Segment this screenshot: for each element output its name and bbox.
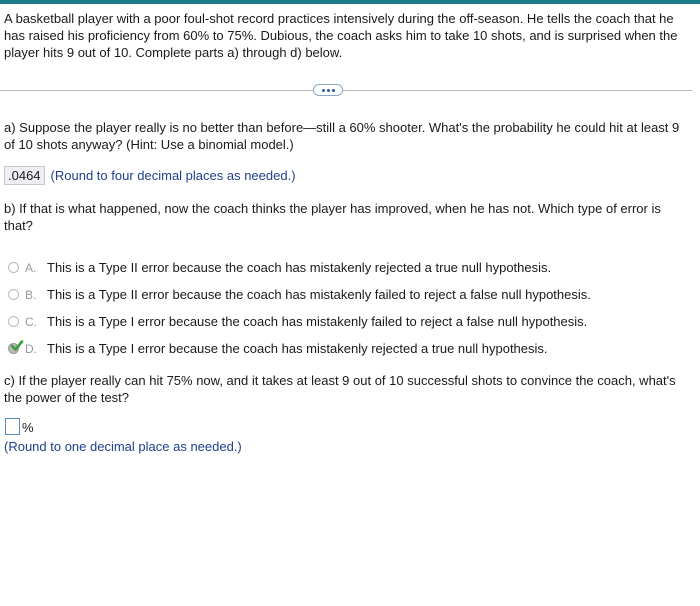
expand-more-button[interactable]	[313, 84, 343, 96]
part-c-question: c) If the player really can hit 75% now, and it takes at least 9 out of 10 successful shots to convince the coach, what's the power of the test?	[4, 373, 676, 405]
option-d[interactable]	[4, 335, 688, 362]
part-a-rounding-hint: (Round to four decimal places as needed.)	[50, 168, 296, 183]
part-a-answer-row	[4, 166, 296, 185]
option-letter: D.	[25, 341, 37, 356]
part-b-question: b) If that is what happened, now the coach thinks the player has improved, when he has not. Which type of error is that?	[4, 201, 661, 233]
top-accent-bar	[0, 0, 700, 4]
ellipsis-icon	[322, 89, 335, 92]
option-letter: B.	[25, 287, 37, 302]
radio-button-selected[interactable]	[8, 343, 19, 354]
part-a-question: a) Suppose the player really is no better than before—still a 60% shooter. What's the probability he could hit at least 9 of 10 shots anyway? (Hint: Use a binomial model.)	[4, 120, 680, 152]
option-a[interactable]	[4, 254, 688, 281]
option-letter: A.	[25, 260, 37, 275]
check-mark-icon	[10, 339, 24, 353]
option-text: This is a Type I error because the coach has mistakenly rejected a true null hypothesis.	[47, 341, 548, 356]
radio-button[interactable]	[8, 316, 19, 327]
radio-button[interactable]	[8, 289, 19, 300]
option-letter: C.	[25, 314, 37, 329]
option-b[interactable]	[4, 281, 688, 308]
percent-unit: %	[22, 420, 34, 435]
option-text: This is a Type I error because the coach has mistakenly failed to reject a false null hypothesis.	[47, 314, 588, 329]
option-text: This is a Type II error because the coach has mistakenly failed to reject a false null hypothesis.	[47, 287, 591, 302]
radio-button[interactable]	[8, 262, 19, 273]
section-divider	[0, 84, 700, 98]
part-c-rounding-hint: (Round to one decimal place as needed.)	[4, 439, 242, 454]
part-a-answer-field[interactable]: .0464	[4, 166, 45, 185]
divider-line	[0, 90, 692, 91]
part-b-options	[4, 254, 688, 362]
option-c[interactable]	[4, 308, 688, 335]
part-c-answer-row	[4, 416, 34, 436]
problem-statement: A basketball player with a poor foul-shot record practices intensively during the off-season. He tells the coach that he has raised his proficiency from 60% to 75%. Dubious, the coach asks him to take 10 shots, and is surprised when the player hits 9 out of 10. Complete parts a) through d) below.	[4, 11, 678, 60]
power-input-field[interactable]	[5, 418, 20, 435]
option-text: This is a Type II error because the coach has mistakenly rejected a true null hypothesis.	[47, 260, 552, 275]
